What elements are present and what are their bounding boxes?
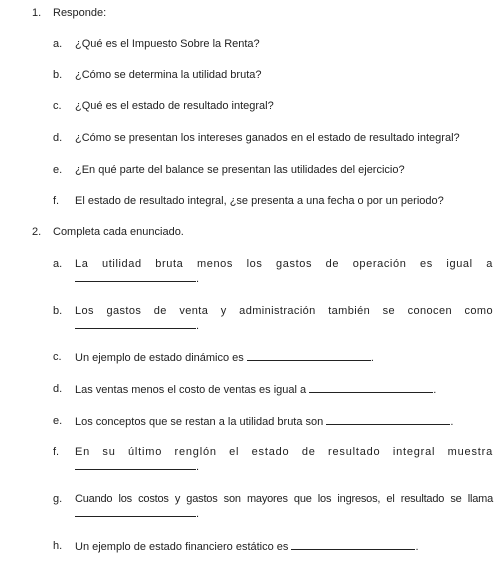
item-letter: a. [53, 38, 63, 50]
item-text: El estado de resultado integral, ¿se presenta a una fecha o por un periodo? [75, 195, 444, 207]
item-text: La utilidad bruta menos los gastos de operación es igual a [75, 258, 493, 270]
answer-blank[interactable] [309, 382, 433, 393]
item-letter: d. [53, 383, 63, 395]
item-text-with-blank [75, 539, 419, 554]
item-letter: c. [53, 100, 62, 112]
answer-line[interactable] [75, 506, 199, 521]
end-punct: . [415, 541, 419, 553]
item-text: ¿Cómo se presentan los intereses ganados en el estado de resultado integral? [75, 132, 460, 144]
answer-blank[interactable] [326, 414, 450, 425]
item-text-with-blank [75, 382, 436, 397]
item-letter: e. [53, 164, 63, 176]
end-punct: . [450, 416, 454, 428]
answer-blank[interactable] [75, 271, 196, 282]
item-letter: f. [53, 446, 60, 458]
answer-line[interactable] [75, 271, 199, 286]
item-text: Un ejemplo de estado dinámico es [75, 352, 244, 364]
item-letter: h. [53, 540, 63, 552]
item-letter: e. [53, 415, 63, 427]
answer-blank[interactable] [75, 318, 196, 329]
item-text: ¿Qué es el estado de resultado integral? [75, 100, 274, 112]
item-letter: c. [53, 351, 62, 363]
item-text: ¿En qué parte del balance se presentan las utilidades del ejercicio? [75, 164, 405, 176]
answer-blank[interactable] [75, 459, 196, 470]
item-letter: b. [53, 69, 63, 81]
question-title: Responde: [53, 7, 107, 19]
question-title: Completa cada enunciado. [53, 226, 184, 238]
answer-line[interactable] [75, 318, 199, 333]
item-text: Las ventas menos el costo de ventas es igual a [75, 384, 307, 396]
item-letter: b. [53, 305, 63, 317]
answer-blank[interactable] [291, 539, 415, 550]
end-punct: . [433, 384, 437, 396]
end-punct: . [196, 273, 200, 285]
item-text: ¿Cómo se determina la utilidad bruta? [75, 69, 262, 81]
item-text: En su último renglón el estado de resultado integral muestra [75, 446, 493, 458]
end-punct: . [196, 508, 200, 520]
item-letter: a. [53, 258, 63, 270]
end-punct: . [196, 461, 200, 473]
item-text: Cuando los costos y gastos son mayores que los ingresos, el resultado se llama [75, 493, 493, 505]
answer-blank[interactable] [75, 506, 196, 517]
question-number: 2. [32, 226, 42, 238]
item-text: Los gastos de venta y administración también se conocen como [75, 305, 493, 317]
item-text-with-blank [75, 350, 374, 365]
item-text: Un ejemplo de estado financiero estático es [75, 541, 289, 553]
answer-blank[interactable] [247, 350, 371, 361]
answer-line[interactable] [75, 459, 199, 474]
item-letter: d. [53, 132, 63, 144]
item-text-with-blank [75, 414, 453, 429]
question-number: 1. [32, 7, 42, 19]
end-punct: . [196, 320, 200, 332]
item-letter: g. [53, 493, 63, 505]
end-punct: . [370, 352, 374, 364]
item-letter: f. [53, 195, 60, 207]
item-text: Los conceptos que se restan a la utilidad bruta son [75, 416, 324, 428]
item-text: ¿Qué es el Impuesto Sobre la Renta? [75, 38, 260, 50]
